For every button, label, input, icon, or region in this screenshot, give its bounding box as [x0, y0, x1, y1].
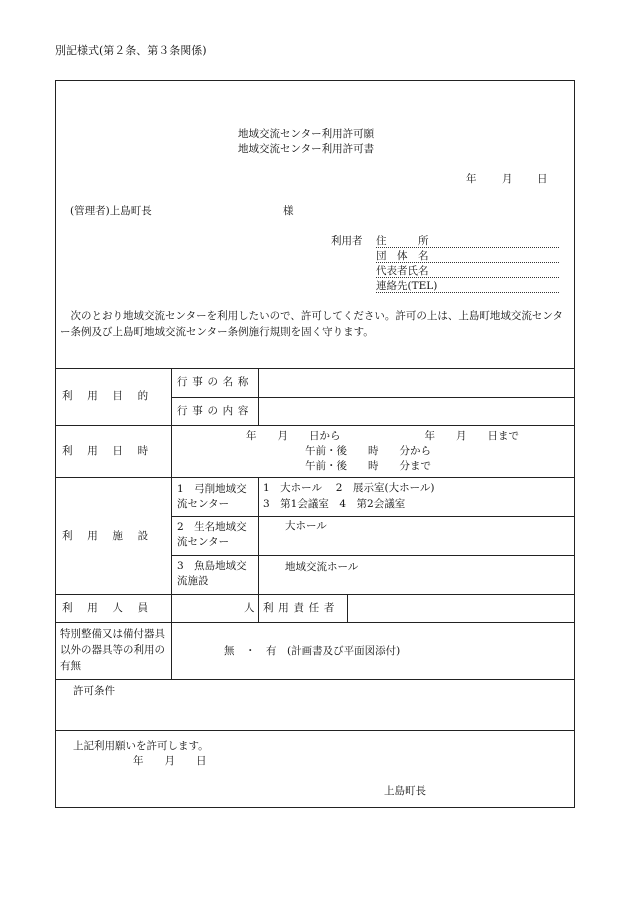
date-day-label: 日 [537, 173, 548, 185]
facility-yuge-options-2[interactable]: 3 第1会議室 4 第2会議室 [263, 498, 406, 510]
facility-yuge-options-1[interactable]: 1 大ホール 2 展示室(大ホール) [263, 482, 435, 494]
form-frame [55, 80, 575, 808]
label-column-line [171, 368, 172, 679]
facility-bottom-line [55, 594, 575, 595]
applicant-group-label: 団 体 名 [376, 250, 429, 262]
approval-text: 上記利用願いを許可します。 [73, 740, 209, 752]
people-unit: 人 [244, 602, 255, 614]
conditions-label: 許可条件 [73, 685, 115, 697]
table-top-line [55, 368, 575, 369]
facility-ikina-name: 2 生名地域交流センター [177, 521, 247, 549]
people-subcol-line [347, 594, 348, 622]
event-name-field[interactable] [262, 370, 572, 395]
purpose-label: 利用目的 [62, 390, 163, 402]
tel-underline[interactable] [376, 292, 559, 293]
purpose-subcol-line [258, 368, 259, 425]
date-range-line: 年 月 日から 年 月 日まで [246, 430, 519, 442]
title-application: 地域交流センター利用許可願 [238, 128, 375, 140]
facility-ikina-option[interactable]: 大ホール [285, 520, 327, 532]
event-content-field[interactable] [262, 399, 572, 423]
facility-divider-1 [171, 516, 575, 517]
applicant-label: 利用者 [331, 235, 363, 247]
approval-signer: 上島町長 [384, 785, 426, 797]
approval-date: 年 月 日 [133, 755, 207, 767]
title-permit: 地域交流センター利用許可書 [238, 143, 375, 155]
conditions-bottom-line [55, 730, 575, 731]
address-underline[interactable] [376, 247, 559, 248]
facility-yuge-name: 1 弓削地域交流センター [177, 483, 247, 511]
form-reference: 別記様式(第２条、第３条関係) [55, 44, 207, 57]
equipment-label: 特別整備又は備付器具以外の器具等の利用の有無 [60, 628, 165, 672]
datetime-bottom-line [55, 477, 575, 478]
event-name-label: 行事の名称 [177, 376, 254, 388]
request-paragraph: 次のとおり地域交流センターを利用したいので、許可してください。許可の上は、上島町地域交流センター条例及び上島町地域交流センター条例施行規則を固く守ります。 [60, 310, 563, 339]
equipment-bottom-line [55, 679, 575, 680]
applicant-address-label: 住 所 [376, 235, 429, 247]
facility-divider-2 [171, 555, 575, 556]
datetime-label: 利用日時 [62, 445, 163, 457]
applicant-tel-label: 連絡先(TEL) [376, 280, 438, 292]
event-content-label: 行事の内容 [177, 405, 254, 417]
people-label: 利用人員 [62, 602, 163, 614]
time-from-line: 午前・後 時 分から [305, 445, 431, 457]
responsible-label: 利用責任者 [263, 602, 340, 614]
facility-label: 利用施設 [62, 530, 163, 542]
people-bottom-line [55, 622, 575, 623]
facility-uoshima-option[interactable]: 地域交流ホール [285, 561, 359, 573]
purpose-bottom-line [55, 425, 575, 426]
facility-subcol-line [258, 477, 259, 622]
date-year-label: 年 [466, 173, 477, 185]
addressee: (管理者)上島町長 [70, 205, 152, 217]
rep-underline[interactable] [376, 277, 559, 278]
responsible-field[interactable] [351, 597, 571, 619]
equipment-value[interactable]: 無 ・ 有 (計画書及び平面図添付) [224, 645, 401, 657]
purpose-divider [171, 397, 575, 398]
facility-uoshima-name: 3 魚島地域交流施設 [177, 560, 247, 588]
date-month-label: 月 [502, 173, 513, 185]
honorific: 様 [283, 205, 294, 217]
people-count-field[interactable] [175, 597, 241, 619]
applicant-rep-label: 代表者氏名 [376, 265, 429, 277]
time-to-line: 午前・後 時 分まで [305, 460, 431, 472]
group-underline[interactable] [376, 262, 559, 263]
